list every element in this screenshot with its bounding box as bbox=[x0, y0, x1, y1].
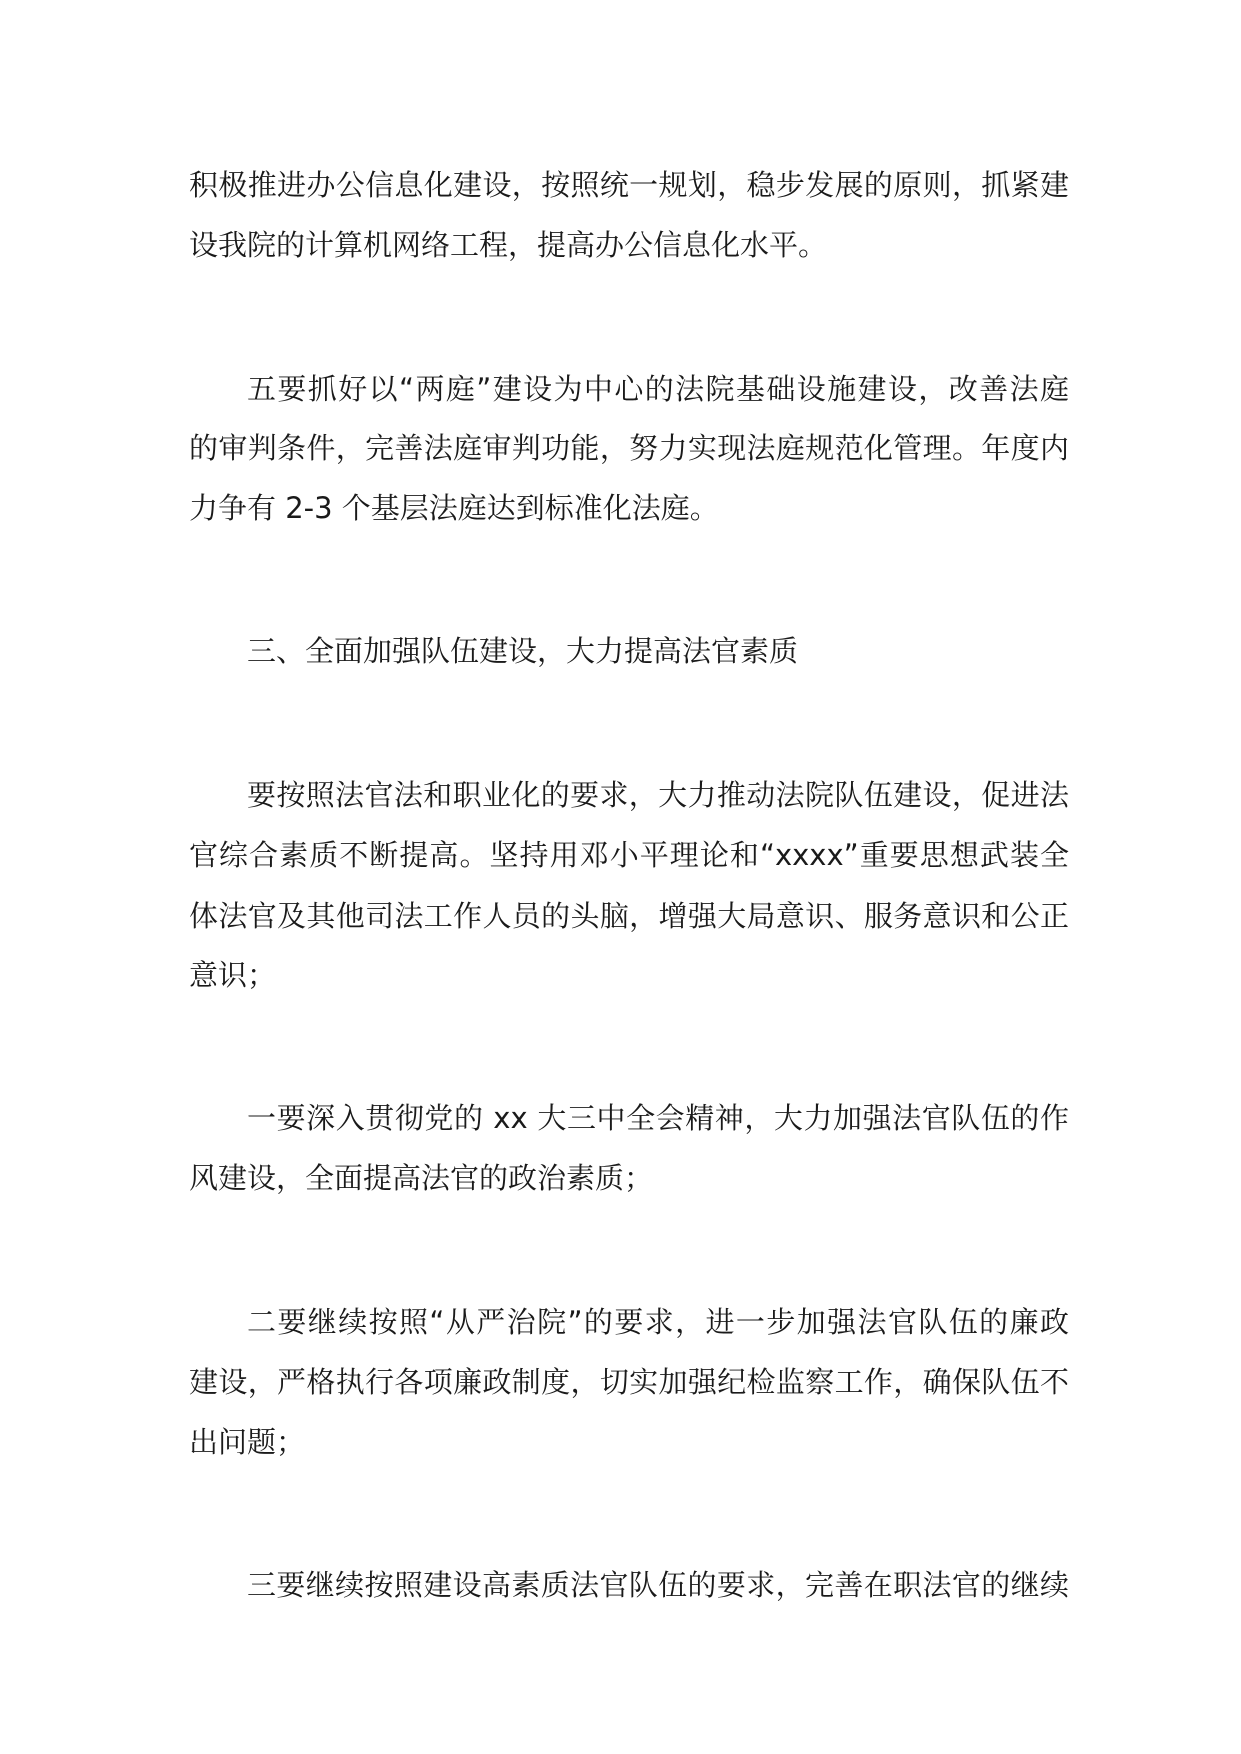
paragraph-4-line-4: 意识； bbox=[189, 958, 277, 992]
paragraph-4-line-1: 要按照法官法和职业化的要求，大力推动法院队伍建设，促进法 bbox=[247, 778, 1069, 812]
paragraph-5-line-2: 风建设，全面提高法官的政治素质； bbox=[189, 1161, 654, 1195]
paragraph-1-line-2: 设我院的计算机网络工程，提高办公信息化水平。 bbox=[189, 228, 828, 262]
paragraph-7-line-1: 三要继续按照建设高素质法官队伍的要求，完善在职法官的继续 bbox=[247, 1568, 1069, 1602]
paragraph-1-line-1: 积极推进办公信息化建设，按照统一规划，稳步发展的原则，抓紧建 bbox=[189, 168, 1069, 202]
paragraph-2-line-1: 五要抓好以“两庭”建设为中心的法院基础设施建设，改善法庭 bbox=[247, 372, 1069, 406]
section-heading: 三、全面加强队伍建设，大力提高法官素质 bbox=[247, 634, 799, 668]
paragraph-5-line-1: 一要深入贯彻党的 xx 大三中全会精神，大力加强法官队伍的作 bbox=[247, 1101, 1069, 1135]
paragraph-6-line-1: 二要继续按照“从严治院”的要求，进一步加强法官队伍的廉政 bbox=[247, 1305, 1069, 1339]
paragraph-6-line-2: 建设，严格执行各项廉政制度，切实加强纪检监察工作，确保队伍不 bbox=[189, 1365, 1069, 1399]
paragraph-4-line-3: 体法官及其他司法工作人员的头脑，增强大局意识、服务意识和公正 bbox=[189, 899, 1069, 933]
paragraph-2-line-3: 力争有 2-3 个基层法庭达到标准化法庭。 bbox=[189, 491, 719, 525]
paragraph-2-line-2: 的审判条件，完善法庭审判功能，努力实现法庭规范化管理。年度内 bbox=[189, 431, 1069, 465]
paragraph-4-line-2: 官综合素质不断提高。坚持用邓小平理论和“xxxx”重要思想武装全 bbox=[189, 838, 1069, 872]
paragraph-6-line-3: 出问题； bbox=[189, 1425, 306, 1459]
